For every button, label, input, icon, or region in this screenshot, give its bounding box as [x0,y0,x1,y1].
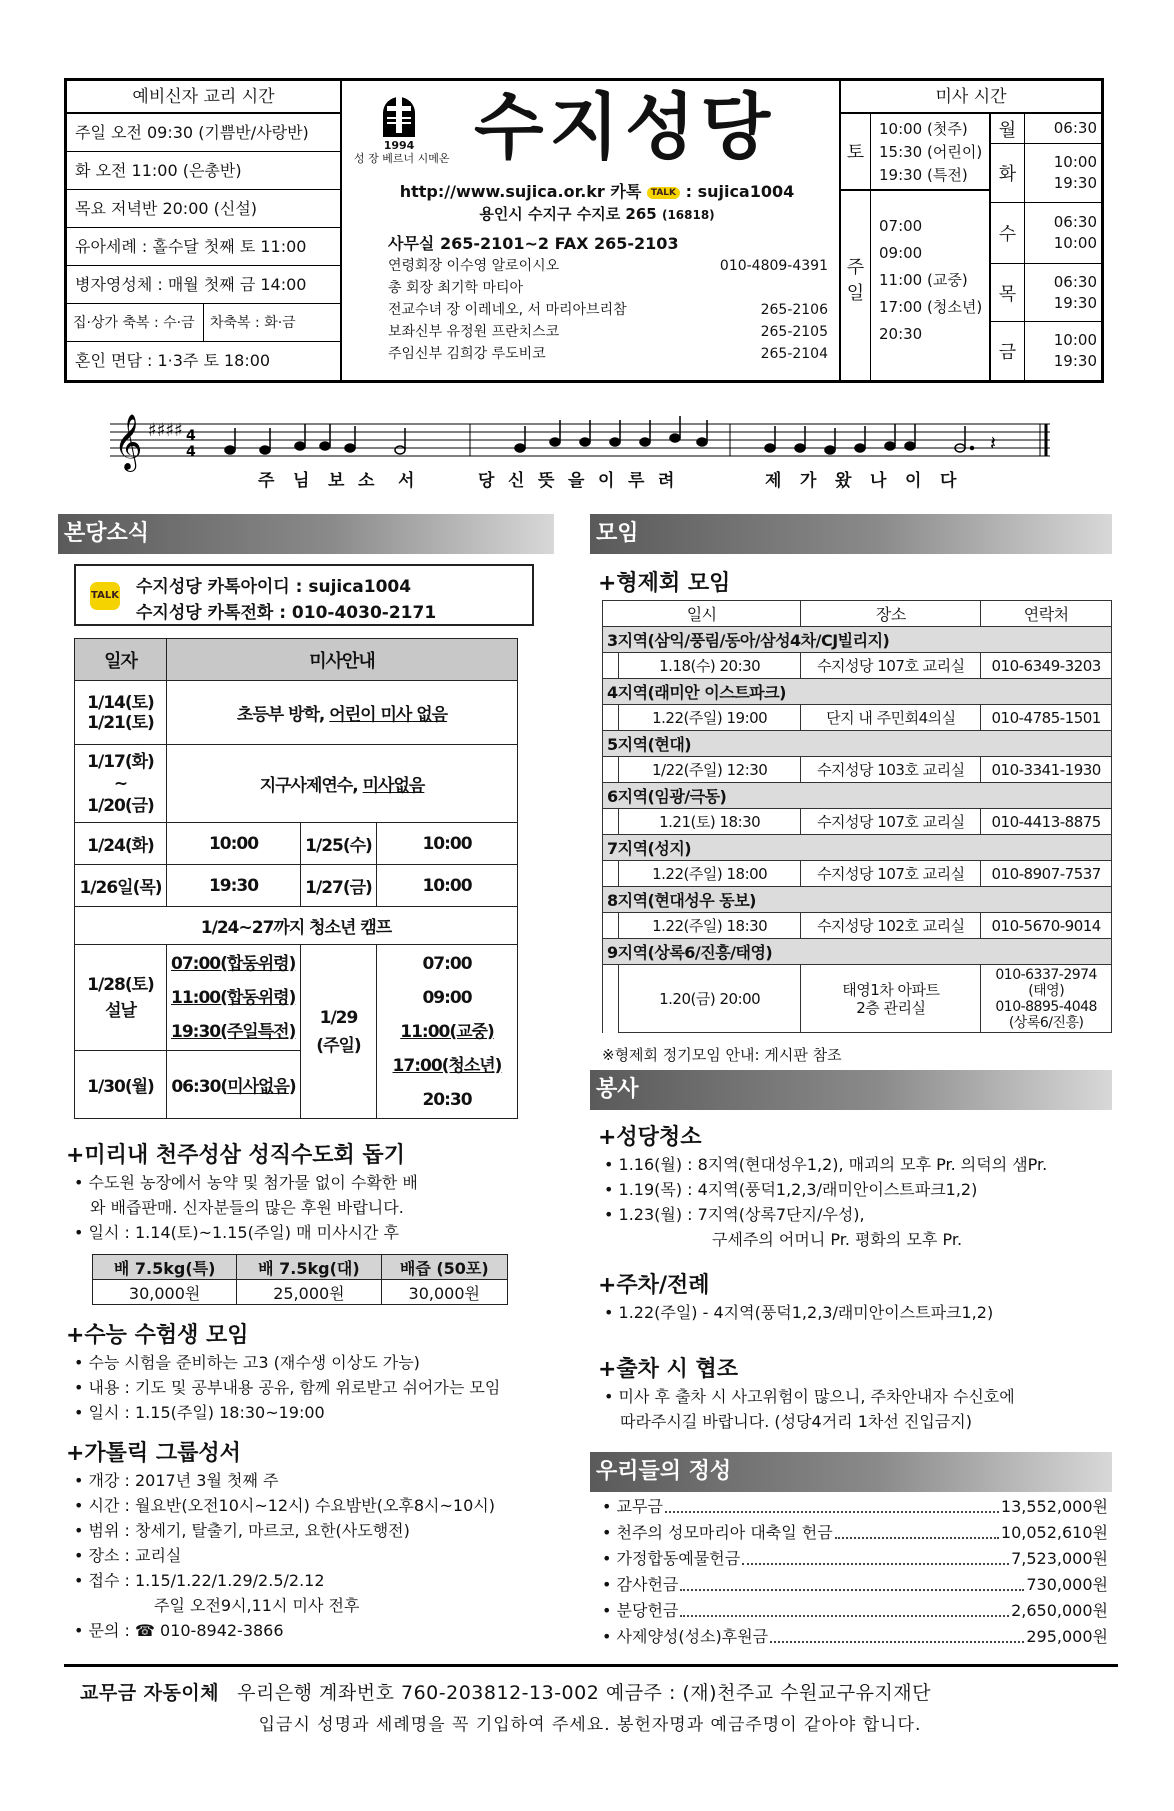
info-text: ) [288,1077,296,1097]
meeting-time: 1.20(금) 20:00 [619,965,801,1033]
lyric-syllable: 왔 [835,471,852,491]
catechism-title: 예비신자 교리 시간 [67,81,340,114]
kakao-id: : sujica1004 [685,182,795,201]
lyric-syllable: 나 [870,471,887,491]
mass-time: 10:00 (첫주) [879,120,968,138]
time-cell: 10:00 [377,865,518,907]
kakao-talk-icon: TALK [90,582,120,610]
date-cell: 1/29 (주일) [301,945,377,1119]
indent [603,653,619,679]
price-header: 배 7.5kg(특) [93,1255,237,1280]
place-line: 2층 관리실 [856,998,926,1017]
parking-title: +주차/전례 [598,1273,710,1298]
leader-dots [742,1546,1009,1565]
date-cell: 1/26일(목) [75,865,167,907]
weekday-label: 수 [991,203,1025,263]
indent [603,705,619,731]
leader-dots [835,1520,999,1539]
list-item: • 미사 후 출차 시 사고위험이 많으니, 주차안내자 수신호에 [604,1384,1015,1409]
region-label: 8지역(현대성우 동보) [603,887,1112,913]
price-cell: 25,000원 [237,1280,381,1305]
svg-text:𝄞: 𝄞 [114,414,143,470]
meeting-time: 1.21(토) 18:30 [619,809,801,835]
meeting-phone: 010-3341-1930 [981,757,1112,783]
meeting-phone [981,965,1112,1033]
meeting-phone: 010-8907-7537 [981,861,1112,887]
offering-label: • 분당헌금 [616,1601,679,1620]
meeting-phone: 010-4413-8875 [981,809,1112,835]
staff-row [388,255,828,277]
section-head-offerings: 우리들의 정성 [590,1452,1112,1492]
lyric-syllable: 을 [568,471,585,491]
staff-row [388,277,828,299]
saturday-times [871,114,991,191]
lyric-syllable: 가 [800,471,817,491]
monastery-list [74,1170,418,1245]
info-text-underlined: 어린이 미사 없음 [329,705,448,725]
list-item: • 1.16(월) : 8지역(현대성우1,2), 매괴의 모후 Pr. 의덕의 샘Pr. [604,1152,1047,1177]
price-table [92,1254,508,1305]
car-blessing: 차축복 : 화·금 [203,304,340,341]
lyric-syllable: 서 [398,471,415,491]
lyric-syllable: 주 [258,471,275,491]
mass-time: 20:30 [422,1089,472,1110]
offerings-list [602,1494,1108,1650]
meeting-time: 1.22(주일) 18:00 [619,861,801,887]
offering-amount: 13,552,000원 [1000,1497,1108,1516]
staff-role: 연령회장 이수영 알로이시오 [388,258,560,274]
parish-name: 수지성당 [474,85,777,169]
section-head-service: 봉사 [590,1070,1112,1110]
camp-notice: 1/24~27까지 청소년 캠프 [75,907,518,945]
place-line: 태영1차 아파트 [842,980,940,999]
kakao-id-line: 수지성당 카톡아이디 : sujica1004 [136,577,412,597]
svg-text:4: 4 [186,428,196,444]
catechism-schedule [67,81,342,380]
lyric-syllable: 소 [358,471,375,491]
phone-line: 010-6337-2974 [995,966,1097,983]
staff-list [388,255,828,365]
mass-time: 10:00 [1053,234,1097,252]
weekday-label: 금 [991,322,1025,380]
lyric-syllable: 다 [940,471,957,491]
offering-row [602,1624,1108,1650]
price-header: 배 7.5kg(대) [237,1255,381,1280]
list-item: 와 배즙판매. 신자분들의 많은 후원 바랍니다. [90,1198,404,1217]
lyric-syllable: 뜻 [538,471,555,491]
offering-label: • 사제양성(성소)후원금 [616,1627,769,1646]
sunday-label [841,191,871,380]
svg-text:𝄽: 𝄽 [990,431,997,455]
mass-time: 09:00 [422,987,472,1008]
info-text: 초등부 방학, [236,705,330,725]
weekday-row-thu [991,264,1103,322]
mass-schedule-table [74,638,518,1119]
list-item: • 개강 : 2017년 3월 첫째 주 [74,1468,495,1493]
staff-role: 전교수녀 장 이레네오, 서 마리아브리참 [388,302,627,318]
postal-code: (16818) [661,208,715,222]
leader-dots [680,1598,1009,1617]
leader-dots [665,1494,999,1513]
staff-role: 주임신부 김희강 루도비코 [388,346,546,362]
bank-transfer-info [80,1678,931,1705]
catechism-row: 목요 저녁반 20:00 (신설) [67,190,340,228]
indent [603,913,619,939]
offering-amount: 2,650,000원 [1011,1601,1108,1620]
time-cell: 10:00 [167,823,301,865]
date-cell: 1/28(토) 설날 [75,945,167,1051]
staff-role: 보좌신부 유정원 프란치스코 [388,324,560,340]
date-cell: 1/14(토) 1/21(토) [75,681,167,745]
mass-time: 11:00 (교중) [879,271,968,289]
catechism-row: 화 오전 11:00 (은총반) [67,152,340,190]
offering-amount: 730,000원 [1026,1575,1108,1594]
list-item: • 접수 : 1.15/1.22/1.29/2.5/2.12 [74,1568,495,1593]
logo-patron: 성 장 베르너 시메온 [354,152,450,165]
baptism-row: 유아세례 : 홀수달 첫째 토 11:00 [67,228,340,266]
info-cell [167,745,518,823]
weekday-row-wed [991,203,1103,264]
transfer-note: 입금시 성명과 세례명을 꼭 기입하여 주세요. 봉헌자명과 예금주명이 같아야 합니다. [258,1715,922,1735]
offering-label: • 가정합동예물헌금 [616,1549,741,1568]
lyric-syllable: 려 [658,471,675,491]
price-header: 배즙 (50포) [381,1255,507,1280]
region-label: 7지역(성지) [603,835,1112,861]
table-header: 미사안내 [167,639,518,681]
date-cell: 1/24(화) [75,823,167,865]
offering-row [602,1520,1108,1546]
phone-line: 010-8895-4048 [995,998,1097,1015]
list-item: • 일시 : 1.14(토)~1.15(주일) 매 미사시간 후 [74,1220,418,1245]
time-cell: 19:30 [167,865,301,907]
list-item: • 1.19(목) : 4지역(풍덕1,2,3/래미안이스트파크1,2) [604,1177,1047,1202]
list-item: • 문의 : ☎ 010-8942-3866 [74,1618,495,1643]
offering-amount: 295,000원 [1026,1627,1108,1646]
bible-title: +가톨릭 그룹성서 [66,1441,241,1466]
price-cell: 30,000원 [381,1280,507,1305]
offering-row [602,1494,1108,1520]
indent [603,861,619,887]
mass-time: 19:30 [1053,293,1097,312]
weekday-label: 화 [991,144,1025,202]
table-header: 장소 [801,601,981,627]
sunday-char: 주 [846,257,865,278]
kakao-contact-box [74,564,534,626]
parish-masthead [342,81,839,380]
list-item: • 수능 시험을 준비하는 고3 (재수생 이상도 가능) [74,1350,500,1375]
date-cell: 1/17(화) ~ 1/20(금) [75,745,167,823]
mass-time: 15:30 (어린이) [879,143,983,161]
brothers-meeting-table [602,600,1112,1033]
date-cell: 1/25(수) [301,823,377,865]
offering-row [602,1572,1108,1598]
lyric-syllable: 루 [628,471,645,491]
house-blessing: 집·상가 축복 : 수·금 [73,315,195,331]
communion-row: 병자영성체 : 매월 첫째 금 14:00 [67,266,340,304]
region-label: 4지역(래미안 이스트파크) [603,679,1112,705]
parish-logo [354,89,450,177]
kakao-label: 카톡 [610,182,642,201]
office-phone: 사무실 265-2101~2 FAX 265-2103 [388,234,679,253]
parish-address [382,203,812,224]
info-text-underlined: 미사없음 [227,1077,289,1097]
info-cell [167,681,518,745]
exit-title: +출차 시 협조 [598,1357,739,1382]
staff-phone: 010-4809-4391 [719,258,828,274]
mass-time: 07:00 [879,217,923,235]
offering-row [602,1546,1108,1572]
leader-dots [770,1624,1024,1643]
phone-line: (태영) [1028,982,1065,999]
weekday-label: 월 [991,114,1025,143]
bank-account: 우리은행 계좌번호 760-203812-13-002 예금주 : (재)천주교 수원교구유지재단 [237,1682,932,1704]
mass-time: 06:30 [1053,213,1097,231]
weekday-times [1025,322,1103,380]
section-head-parish-news: 본당소식 [58,514,554,554]
meeting-place: 수지성당 102호 교리실 [801,913,981,939]
time-cell: 10:00 [377,823,518,865]
sunday-times [871,191,991,380]
meeting-time: 1.18(수) 20:30 [619,653,801,679]
info-text: 06:30( [171,1077,228,1097]
offering-label: • 감사헌금 [616,1575,679,1594]
phone-line: (상록6/진흥) [1008,1014,1084,1031]
website-link[interactable]: http://www.sujica.or.kr [399,182,605,201]
exam-title: +수능 수험생 모임 [66,1323,249,1348]
meeting-place: 단지 내 주민회4의실 [801,705,981,731]
weekday-times [1025,144,1103,202]
brothers-title: +형제회 모임 [598,571,731,596]
offering-amount: 7,523,000원 [1011,1549,1108,1568]
mass-times [839,81,1101,380]
mass-time: 06:30 [1053,119,1097,137]
meeting-time: 1.22(주일) 18:30 [619,913,801,939]
list-item: • 1.22(주일) - 4지역(풍덕1,2,3/래미안이스트파크1,2) [604,1300,993,1325]
weekday-row-tue [991,144,1103,203]
offering-row [602,1598,1108,1624]
weekday-times [1025,203,1103,263]
meeting-place [801,965,981,1033]
staff-row [388,321,828,343]
weekday-row-fri [991,322,1103,380]
date-cell: 1/30(월) [75,1051,167,1119]
footer-divider [64,1664,1118,1667]
indent [603,965,619,1033]
brothers-note: ※형제회 정기모임 안내: 게시판 참조 [602,1046,842,1064]
list-item: 구세주의 어머니 Pr. 평화의 모후 Pr. [712,1230,963,1249]
mass-time: 07:00(합동위령) [171,953,296,974]
indent [603,809,619,835]
bulletin-header [64,78,1104,383]
staff-phone: 265-2104 [760,346,828,362]
meeting-time: 1.22(주일) 19:00 [619,705,801,731]
info-text-underlined: 미사없음 [362,776,425,796]
meeting-phone: 010-6349-3203 [981,653,1112,679]
list-item: • 일시 : 1.15(주일) 18:30~19:00 [74,1400,500,1425]
list-item: 따라주시길 바랍니다. (성당4거리 1차선 진입금지) [620,1412,972,1431]
list-item: 주일 오전9시,11시 미사 전후 [154,1596,360,1615]
mass-time: 20:30 [879,325,923,343]
offering-label: • 천주의 성모마리아 대축일 헌금 [616,1523,833,1542]
region-label: 5지역(현대) [603,731,1112,757]
weekday-times [1025,114,1103,143]
staff-phone: 265-2106 [760,302,828,318]
hymn-lyrics [110,466,1050,492]
time-cell [167,945,301,1051]
svg-text:4: 4 [186,444,196,460]
weekday-label: 목 [991,264,1025,321]
table-header: 일자 [75,639,167,681]
marriage-row: 혼인 면담 : 1·3주 토 18:00 [75,351,271,370]
mass-time: 19:30(주일특전) [171,1021,296,1042]
mass-time: 17:00 (청소년) [879,298,983,316]
list-item: • 범위 : 창세기, 탈출기, 마르코, 요한(사도행전) [74,1518,495,1543]
exit-list [604,1384,1015,1434]
weekday-times [1025,264,1103,321]
lyric-syllable: 제 [765,471,782,491]
time-cell [167,1051,301,1119]
svg-text:♯♯♯♯: ♯♯♯♯ [148,420,183,441]
section-head-meetings: 모임 [590,514,1112,554]
leader-dots [680,1572,1024,1591]
transfer-title: 교무금 자동이체 [80,1682,220,1704]
blessing-row [67,304,340,342]
mass-time: 10:00 [1053,331,1097,349]
contact-web [382,179,812,202]
sunday-char: 일 [846,283,865,304]
meeting-phone: 010-4785-1501 [981,705,1112,731]
indent [603,757,619,783]
mass-time: 19:30 [1053,352,1097,370]
offering-amount: 10,052,610원 [1000,1523,1108,1542]
mass-time: 11:00(교중) [400,1021,494,1042]
lyric-syllable: 보 [328,471,345,491]
cross-emblem-icon [377,89,421,139]
list-item: • 시간 : 월요반(오전10시~12시) 수요밤반(오후8시~10시) [74,1493,495,1518]
mass-time: 09:00 [879,244,923,262]
table-header: 일시 [603,601,801,627]
meeting-place: 수지성당 107호 교리실 [801,809,981,835]
exam-list [74,1350,500,1425]
staff-role: 총 회장 최기학 마티아 [388,280,524,296]
list-item: • 1.23(월) : 7지역(상록7단지/우성), [604,1202,1047,1227]
cleaning-list [604,1152,1047,1252]
lyric-syllable: 신 [508,471,525,491]
lyric-syllable: 이 [598,471,615,491]
region-label: 9지역(상록6/진흥/태영) [603,939,1112,965]
meeting-time: 1/22(주일) 12:30 [619,757,801,783]
bible-list [74,1468,495,1643]
meeting-place: 수지성당 103호 교리실 [801,757,981,783]
region-label: 6지역(임광/극동) [603,783,1112,809]
lyric-syllable: 당 [478,471,495,491]
catechism-row: 주일 오전 09:30 (기쁨반/사랑반) [67,114,340,152]
lyric-syllable: 님 [293,471,310,491]
mass-time: 19:30 (특전) [879,166,968,184]
parking-list [604,1300,993,1325]
mass-time: 06:30 [1053,272,1097,291]
staff-phone: 265-2105 [760,324,828,340]
staff-row [388,343,828,365]
mass-time: 10:00 [1053,153,1097,171]
table-header: 연락처 [981,601,1112,627]
staff-row [388,299,828,321]
mass-time: 07:00 [422,953,472,974]
meeting-place: 수지성당 107호 교리실 [801,653,981,679]
logo-year: 1994 [383,139,415,152]
offering-label: • 교무금 [616,1497,663,1516]
info-text: 지구사제연수, [259,776,363,796]
mass-time: 19:30 [1053,174,1097,192]
meeting-place: 수지성당 107호 교리실 [801,861,981,887]
weekday-row-mon [991,114,1103,144]
mass-times-title: 미사 시간 [841,81,1101,114]
list-item: • 장소 : 교리실 [74,1543,495,1568]
list-item: • 내용 : 기도 및 공부내용 공유, 함께 위로받고 쉬어가는 모임 [74,1375,500,1400]
time-cell [377,945,518,1119]
saturday-label: 토 [841,114,871,191]
date-cell: 1/27(금) [301,865,377,907]
lyric-syllable: 이 [905,471,922,491]
address-text: 용인시 수지구 수지로 265 [479,205,657,223]
list-item: • 수도원 농장에서 농약 및 첨가물 없이 수확한 배 [74,1170,418,1195]
meeting-phone: 010-5670-9014 [981,913,1112,939]
monastery-title: +미리내 천주성삼 성직수도회 돕기 [66,1143,405,1168]
kakao-talk-icon: TALK [647,187,680,199]
price-cell: 30,000원 [93,1280,237,1305]
cleaning-title: +성당청소 [598,1125,702,1150]
mass-time: 11:00(합동위령) [171,987,296,1008]
mass-time: 17:00(청소년) [392,1055,502,1076]
kakao-phone-line: 수지성당 카톡전화 : 010-4030-2171 [136,603,437,623]
region-label: 3지역(삼익/풍림/동아/삼성4차/CJ빌리지) [603,627,1112,653]
